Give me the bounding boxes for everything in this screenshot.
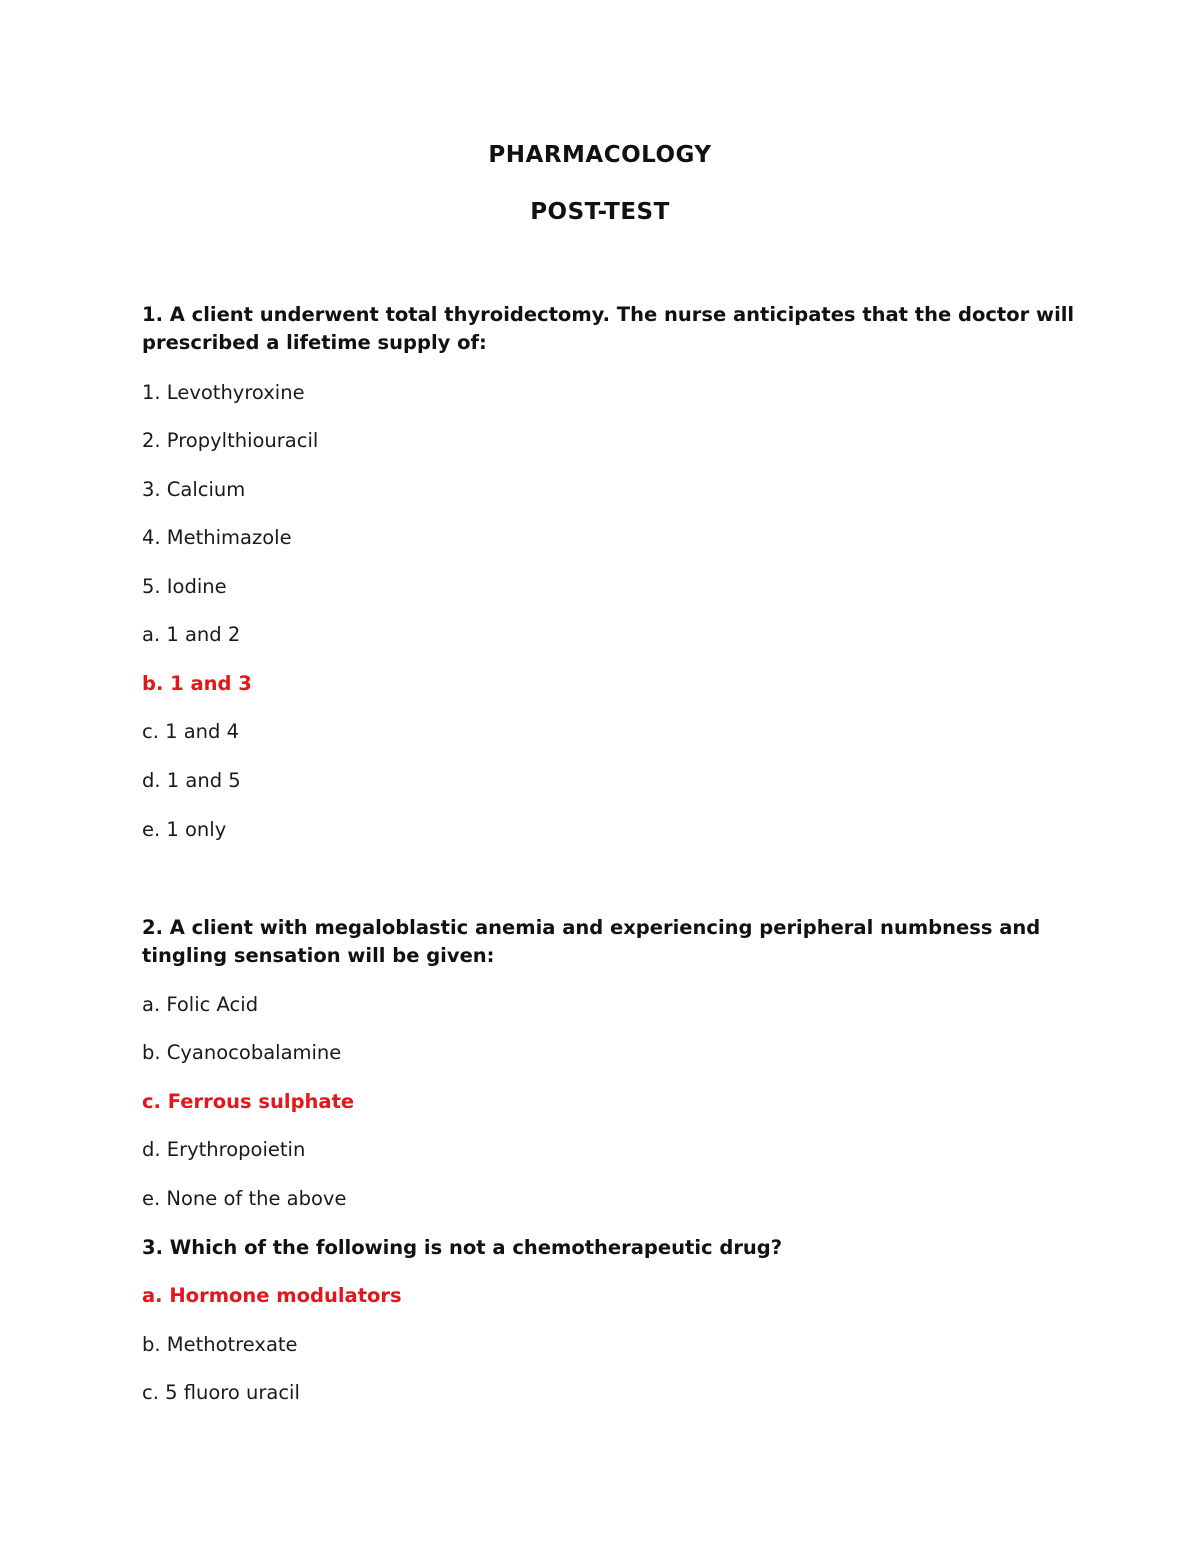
question-1-statement-5: 5. Iodine [142, 575, 227, 598]
question-2-option-a: a. Folic Acid [142, 993, 259, 1016]
question-1-option-c: c. 1 and 4 [142, 720, 240, 743]
question-3-prompt: 3. Which of the following is not a chemotherapeutic drug? [142, 1236, 783, 1259]
question-1-option-b: b. 1 and 3 [142, 672, 252, 695]
question-2-option-d: d. Erythropoietin [142, 1138, 306, 1161]
question-1-statement-2: 2. Propylthiouracil [142, 429, 319, 452]
question-2-prompt-line-2: tingling sensation will be given: [142, 944, 495, 967]
question-3-option-b: b. Methotrexate [142, 1333, 298, 1356]
question-2-prompt-line-1: 2. A client with megaloblastic anemia and experiencing peripheral numbness and [142, 916, 1041, 939]
question-1-prompt-line-2: prescribed a lifetime supply of: [142, 331, 487, 354]
question-2-option-c: c. Ferrous sulphate [142, 1090, 355, 1113]
question-1-option-d: d. 1 and 5 [142, 769, 241, 792]
question-2-option-b: b. Cyanocobalamine [142, 1041, 342, 1064]
question-1-statement-4: 4. Methimazole [142, 526, 292, 549]
question-1-statement-3: 3. Calcium [142, 478, 246, 501]
question-3-option-a: a. Hormone modulators [142, 1284, 402, 1307]
question-1-option-a: a. 1 and 2 [142, 623, 241, 646]
question-2-option-e: e. None of the above [142, 1187, 347, 1210]
question-1-statement-1: 1. Levothyroxine [142, 381, 305, 404]
document-subtitle: POST-TEST [530, 199, 670, 225]
question-3-option-c: c. 5 fluoro uracil [142, 1381, 300, 1404]
question-1-option-e: e. 1 only [142, 818, 227, 841]
document-title: PHARMACOLOGY [488, 142, 712, 168]
question-1-prompt-line-1: 1. A client underwent total thyroidectomy. The nurse anticipates that the doctor will [142, 303, 1075, 326]
